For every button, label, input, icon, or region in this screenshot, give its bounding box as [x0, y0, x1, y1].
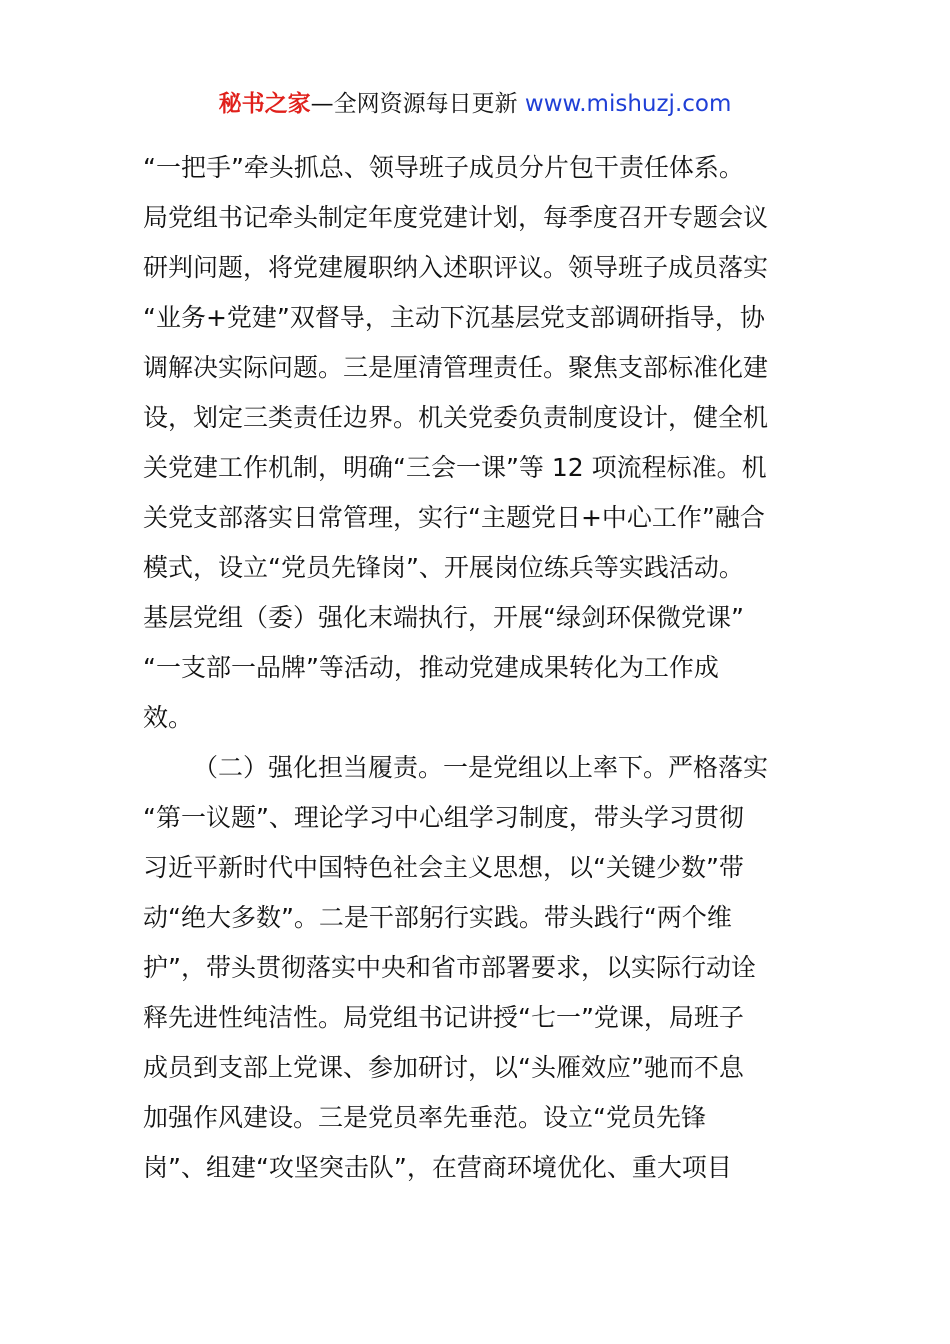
text-line: 动“绝大多数”。二是干部躬行实践。带头践行“两个维: [143, 903, 732, 932]
section-heading-line: （二）强化担当履责。一是党组以上率下。严格落实: [193, 753, 769, 782]
text-line: 调解决实际问题。三是厘清管理责任。聚焦支部标准化建: [143, 353, 769, 382]
text-line: 关党建工作机制，明确“三会一课”等 12 项流程标准。机: [143, 453, 767, 482]
text-line: 模式，设立“党员先锋岗”、开展岗位练兵等实践活动。: [143, 553, 744, 582]
text-line: 效。: [143, 703, 194, 732]
document-body: [143, 143, 813, 1193]
text-line: 释先进性纯洁性。局党组书记讲授“七一”党课，局班子: [143, 1003, 744, 1032]
text-line: “一支部一品牌”等活动，推动党建成果转化为工作成: [143, 653, 719, 682]
text-line: 关党支部落实日常管理，实行“主题党日+中心工作”融合: [143, 503, 765, 532]
text-line: “第一议题”、理论学习中心组学习制度，带头学习贯彻: [143, 803, 744, 832]
site-url-link[interactable]: www.mishuzj.com: [524, 91, 732, 117]
site-header: [0, 88, 950, 120]
text-line: 岗”、组建“攻坚突击队”，在营商环境优化、重大项目: [143, 1153, 732, 1182]
text-line: 成员到支部上党课、参加研讨，以“头雁效应”驰而不息: [143, 1053, 744, 1082]
header-tagline: —全网资源每日更新: [310, 91, 525, 117]
text-line: 护”，带头贯彻落实中央和省市部署要求，以实际行动诠: [143, 953, 756, 982]
text-line: “业务+党建”双督导，主动下沉基层党支部调研指导，协: [143, 303, 765, 332]
text-line: 局党组书记牵头制定年度党建计划，每季度召开专题会议: [143, 203, 769, 232]
text-line: 加强作风建设。三是党员率先垂范。设立“党员先锋: [143, 1103, 706, 1132]
text-line: 研判问题，将党建履职纳入述职评议。领导班子成员落实: [143, 253, 769, 282]
text-line: 基层党组（委）强化末端执行，开展“绿剑环保微党课”: [143, 603, 744, 632]
text-line: 习近平新时代中国特色社会主义思想，以“关键少数”带: [143, 853, 744, 882]
text-line: 设，划定三类责任边界。机关党委负责制度设计，健全机: [143, 403, 769, 432]
text-line: “一把手”牵头抓总、领导班子成员分片包干责任体系。: [143, 153, 744, 182]
brand-name: 秘书之家: [218, 91, 311, 117]
